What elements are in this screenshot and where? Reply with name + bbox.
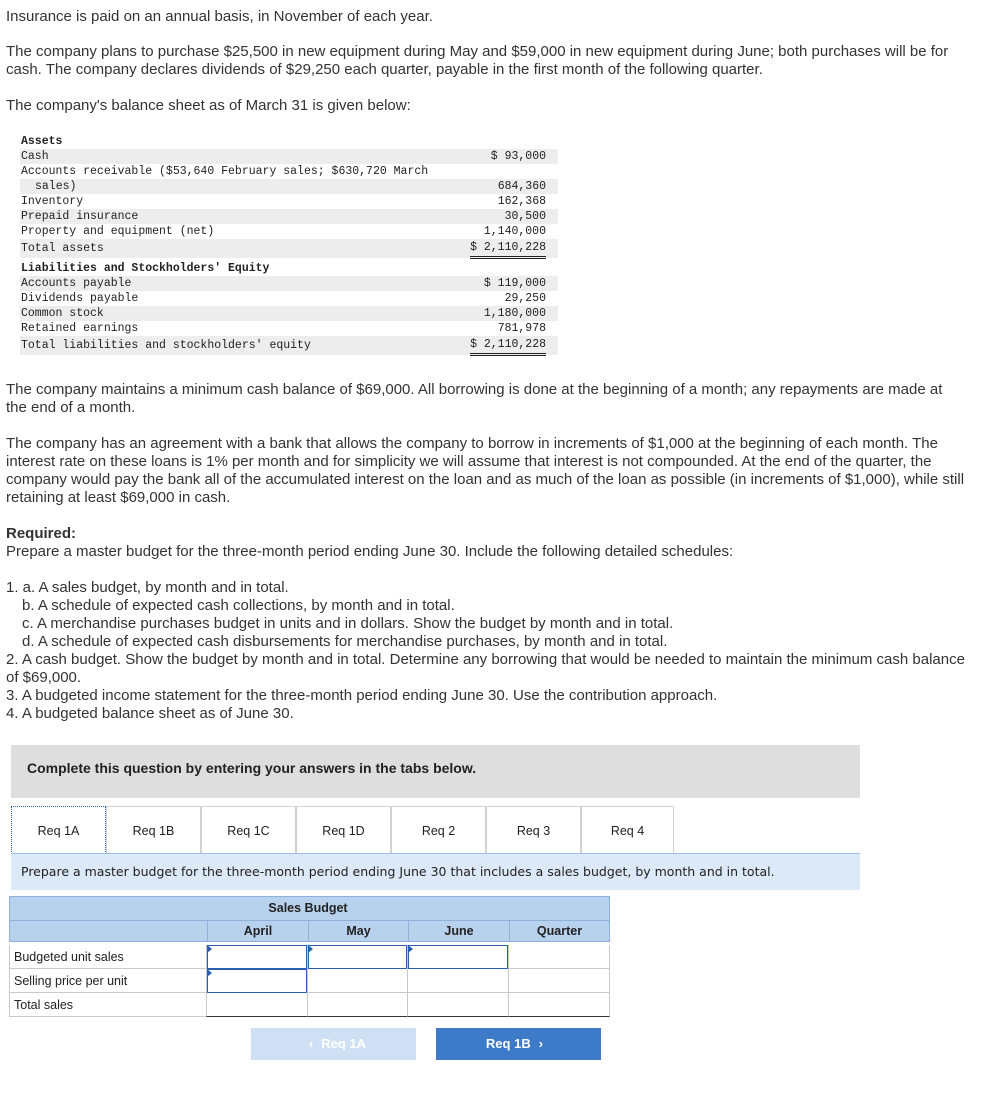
list-item: 2. A cash budget. Show the budget by month and in total. Determine any borrowing that would be needed to maintain the minimum cash balance of $69,000. — [6, 651, 965, 686]
ar-label: Accounts receivable ($53,640 February sales; $630,720 March — [21, 165, 429, 178]
liabilities-heading: Liabilities and Stockholders' Equity — [21, 262, 270, 275]
list-item: 3. A budgeted income statement for the three-month period ending June 30. Use the contribution approach. — [6, 687, 718, 704]
prev-req-button[interactable] — [251, 1028, 416, 1060]
bank-text: The company has an agreement with a bank that allows the company to borrow in increments of $1,000 at the beginning of each month. The interest rate on these loans is 1% per month and for simplicity we will assume that interest is not compounded. At the end of the quarter, the company would pay the bank all of the accumulated interest on the loan and as much of the loan as possible (in increments of $1,000), while still retaining at least $69,000 in cash. — [6, 435, 965, 506]
tab-req-3[interactable]: Req 3 — [486, 806, 581, 854]
row-label-total-sales: Total sales — [9, 993, 206, 1017]
chevron-left-icon: ‹ — [308, 1036, 314, 1051]
required-section — [6, 525, 966, 561]
ppe-label: Property and equipment (net) — [21, 225, 215, 238]
tab-instruction: Prepare a master budget for the three-month period ending June 30 that includes a sales budget, by month and in total. — [11, 854, 860, 890]
tab-req-1d[interactable]: Req 1D — [296, 806, 391, 854]
quarter-total-sales-cell — [508, 993, 610, 1017]
total-le-value: $ 2,110,228 — [470, 336, 546, 356]
sales-budget-column-headers — [9, 921, 610, 942]
sales-budget-title: Sales Budget — [268, 901, 348, 915]
required-text: Prepare a master budget for the three-month period ending June 30. Include the following detailed schedules: — [6, 543, 734, 560]
april-selling-price-input[interactable] — [207, 969, 307, 993]
april-total-sales-cell — [206, 993, 307, 1017]
sales-budget-title-row — [9, 896, 610, 921]
input-marker-icon — [308, 945, 313, 953]
inventory-value: 162,368 — [497, 195, 546, 208]
quarter-selling-price-cell — [508, 969, 610, 993]
table-row-budgeted-unit-sales — [9, 945, 610, 969]
list-item: b. A schedule of expected cash collections, by month and in total. — [22, 597, 455, 614]
row-label-budgeted-unit-sales: Budgeted unit sales — [9, 945, 206, 969]
tab-req-1a[interactable]: Req 1A — [11, 806, 106, 854]
list-item: d. A schedule of expected cash disbursements for merchandise purchases, by month and in total. — [22, 633, 668, 650]
requirements-list — [6, 579, 966, 723]
may-selling-price-cell — [307, 969, 407, 993]
retained-earnings-label: Retained earnings — [21, 322, 139, 335]
table-row-total-sales — [9, 993, 610, 1017]
assets-heading: Assets — [21, 135, 63, 148]
cash-value: $ 93,000 — [490, 150, 546, 163]
may-total-sales-cell — [307, 993, 407, 1017]
dividends-value: 29,250 — [504, 292, 546, 305]
column-header-may: May — [308, 921, 408, 941]
ap-value: $ 119,000 — [483, 277, 546, 290]
ppe-value: 1,140,000 — [483, 225, 546, 238]
may-unit-sales-input[interactable] — [308, 945, 407, 969]
cash-label: Cash — [21, 150, 49, 163]
column-header-april: April — [207, 921, 308, 941]
ar-label-cont: sales) — [35, 180, 77, 193]
insurance-text: Insurance is paid on an annual basis, in November of each year. — [6, 8, 433, 25]
input-marker-icon — [207, 945, 212, 953]
april-unit-sales-input[interactable] — [207, 945, 307, 969]
prev-req-label: Req 1A — [321, 1036, 367, 1051]
row-label-selling-price: Selling price per unit — [9, 969, 206, 993]
min-cash-text: The company maintains a minimum cash balance of $69,000. All borrowing is done at the beginning of a month; any repayments are made at the end of a month. — [6, 381, 943, 416]
column-header-june: June — [408, 921, 509, 941]
list-item: 1. a. A sales budget, by month and in total. — [6, 579, 289, 596]
complete-banner: Complete this question by entering your answers in the tabs below. — [11, 745, 860, 798]
june-total-sales-cell — [407, 993, 508, 1017]
next-req-label: Req 1B — [485, 1036, 531, 1051]
ar-value: 684,360 — [497, 180, 546, 193]
required-title: Required: — [6, 525, 77, 542]
input-marker-icon — [408, 945, 413, 953]
balance-sheet — [20, 134, 558, 355]
inventory-label: Inventory — [21, 195, 84, 208]
total-assets-value: $ 2,110,228 — [470, 239, 546, 259]
list-item: 4. A budgeted balance sheet as of June 30. — [6, 705, 294, 722]
prepaid-label: Prepaid insurance — [21, 210, 139, 223]
equipment-text: The company plans to purchase $25,500 in new equipment during May and $59,000 in new equipment during June; both purchases will be for cash. The company declares dividends of $29,250 each quarter, payable in the first month of the following quarter. — [6, 43, 949, 78]
input-marker-icon — [207, 969, 212, 977]
june-unit-sales-input[interactable] — [408, 945, 508, 969]
table-row-selling-price — [9, 969, 610, 993]
tab-req-4[interactable]: Req 4 — [581, 806, 674, 854]
common-stock-value: 1,180,000 — [483, 307, 546, 320]
tab-req-1c[interactable]: Req 1C — [201, 806, 296, 854]
total-le-label: Total liabilities and stockholders' equity — [21, 339, 311, 352]
june-selling-price-cell — [407, 969, 508, 993]
quarter-unit-sales-cell — [508, 945, 610, 969]
column-header-quarter: Quarter — [509, 921, 609, 941]
total-assets-label: Total assets — [21, 242, 104, 255]
list-item: c. A merchandise purchases budget in units and in dollars. Show the budget by month and in total. — [22, 615, 674, 632]
dividends-label: Dividends payable — [21, 292, 139, 305]
retained-earnings-value: 781,978 — [497, 322, 546, 335]
prepaid-value: 30,500 — [504, 210, 546, 223]
balance-intro-text: The company's balance sheet as of March 31 is given below: — [6, 97, 411, 114]
tab-req-2[interactable]: Req 2 — [391, 806, 486, 854]
next-req-button[interactable] — [436, 1028, 601, 1060]
chevron-right-icon: › — [538, 1036, 544, 1051]
ap-label: Accounts payable — [21, 277, 132, 290]
tab-req-1b[interactable]: Req 1B — [106, 806, 201, 854]
common-stock-label: Common stock — [21, 307, 104, 320]
